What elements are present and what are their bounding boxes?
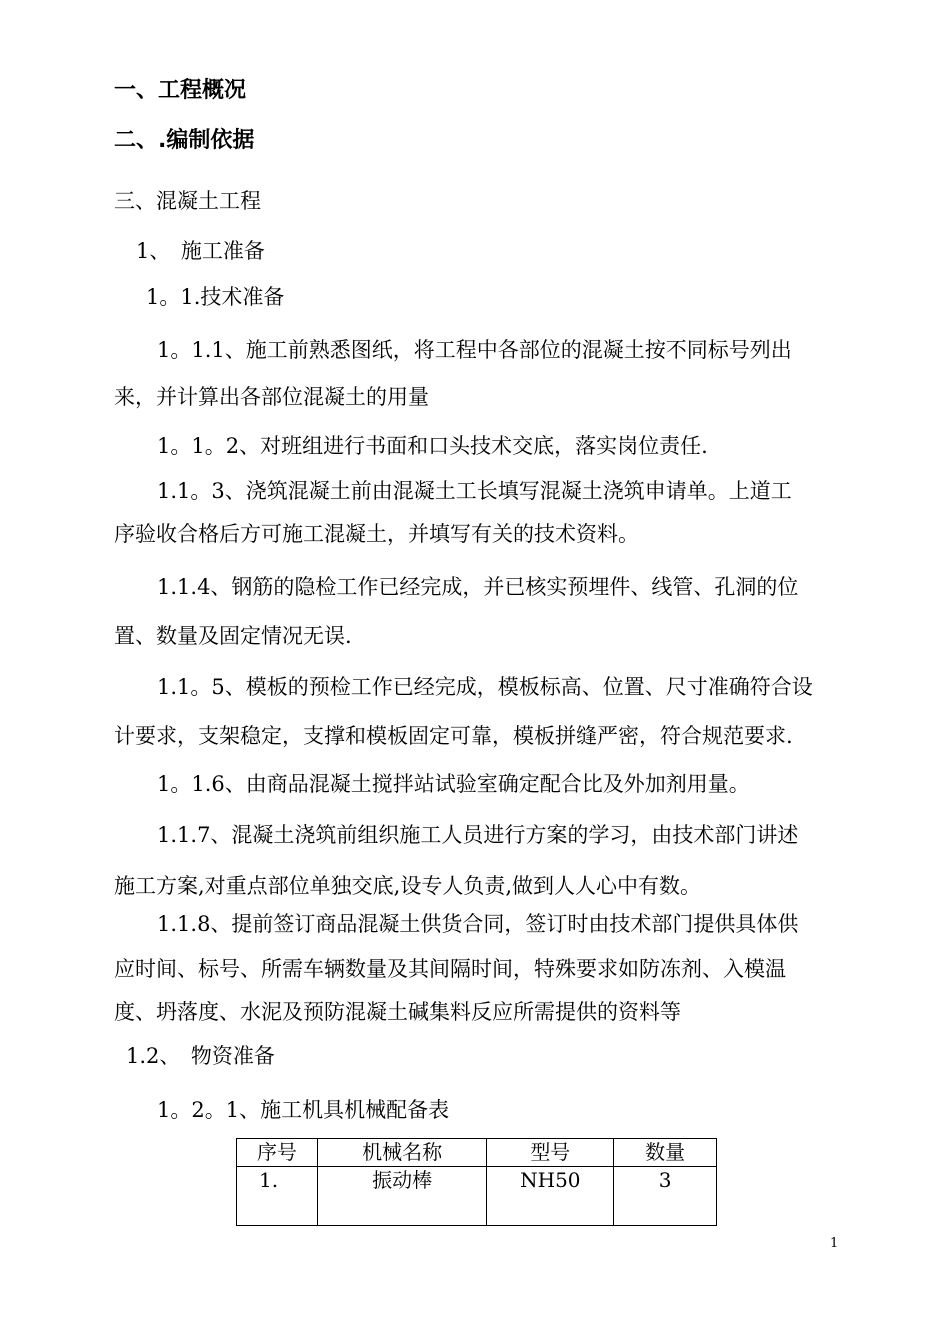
para-6-line-1: 1。1.6、由商品混凝土搅拌站试验室确定配合比及外加剂用量。 bbox=[157, 772, 750, 796]
para-4-line-2: 置、数量及固定情况无误. bbox=[114, 624, 352, 648]
heading-equipment-table: 1。2。1、施工机具机械配备表 bbox=[157, 1098, 450, 1122]
para-4-line-1: 1.1.4、钢筋的隐检工作已经完成，并已核实预埋件、线管、孔洞的位 bbox=[157, 575, 799, 599]
cell-model: NH50 bbox=[487, 1167, 614, 1226]
para-3-line-1: 1.1。3、浇筑混凝土前由混凝土工长填写混凝土浇筑申请单。上道工 bbox=[157, 479, 792, 503]
para-5-line-2: 计要求，支架稳定，支撑和模板固定可靠，模板拼缝严密，符合规范要求. bbox=[114, 724, 793, 748]
heading-tech-prep: 1。1.技术准备 bbox=[146, 285, 285, 309]
heading-preparation: 1、 施工准备 bbox=[136, 239, 265, 263]
para-1-line-2: 来，并计算出各部位混凝土的用量 bbox=[114, 385, 429, 409]
para-1-line-1: 1。1.1、施工前熟悉图纸，将工程中各部位的混凝土按不同标号列出 bbox=[157, 338, 792, 362]
equipment-table bbox=[236, 1138, 717, 1226]
para-3-line-2: 序验收合格后方可施工混凝土，并填写有关的技术资料。 bbox=[114, 522, 639, 546]
para-5-line-1: 1.1。5、模板的预检工作已经完成，模板标高、位置、尺寸准确符合设 bbox=[157, 675, 813, 699]
para-7-line-2: 施工方案,对重点部位单独交底,设专人负责,做到人人心中有数。 bbox=[114, 874, 702, 898]
col-header-quantity: 数量 bbox=[614, 1139, 717, 1167]
page-number: 1 bbox=[830, 1236, 839, 1251]
col-header-machine-name: 机械名称 bbox=[317, 1139, 487, 1167]
para-7-line-1: 1.1.7、混凝土浇筑前组织施工人员进行方案的学习，由技术部门讲述 bbox=[157, 823, 799, 847]
para-2-line-1: 1。1。2、对班组进行书面和口头技术交底，落实岗位责任. bbox=[157, 434, 708, 458]
cell-machine-name: 振动棒 bbox=[317, 1167, 487, 1226]
heading-material-prep: 1.2、 物资准备 bbox=[126, 1044, 275, 1068]
table-row bbox=[237, 1167, 717, 1226]
table-header-row bbox=[237, 1139, 717, 1167]
col-header-model: 型号 bbox=[487, 1139, 614, 1167]
cell-index: 1. bbox=[237, 1167, 318, 1226]
para-8-line-3: 度、坍落度、水泥及预防混凝土碱集料反应所需提供的资料等 bbox=[114, 1000, 681, 1024]
heading-concrete: 三、混凝土工程 bbox=[114, 189, 261, 213]
heading-overview: 一、工程概况 bbox=[114, 78, 247, 103]
para-8-line-1: 1.1.8、提前签订商品混凝土供货合同，签订时由技术部门提供具体供 bbox=[157, 912, 799, 936]
para-8-line-2: 应时间、标号、所需车辆数量及其间隔时间，特殊要求如防冻剂、入模温 bbox=[114, 957, 786, 981]
heading-basis: 二、.编制依据 bbox=[114, 128, 255, 153]
col-header-index: 序号 bbox=[237, 1139, 318, 1167]
cell-quantity: 3 bbox=[614, 1167, 717, 1226]
